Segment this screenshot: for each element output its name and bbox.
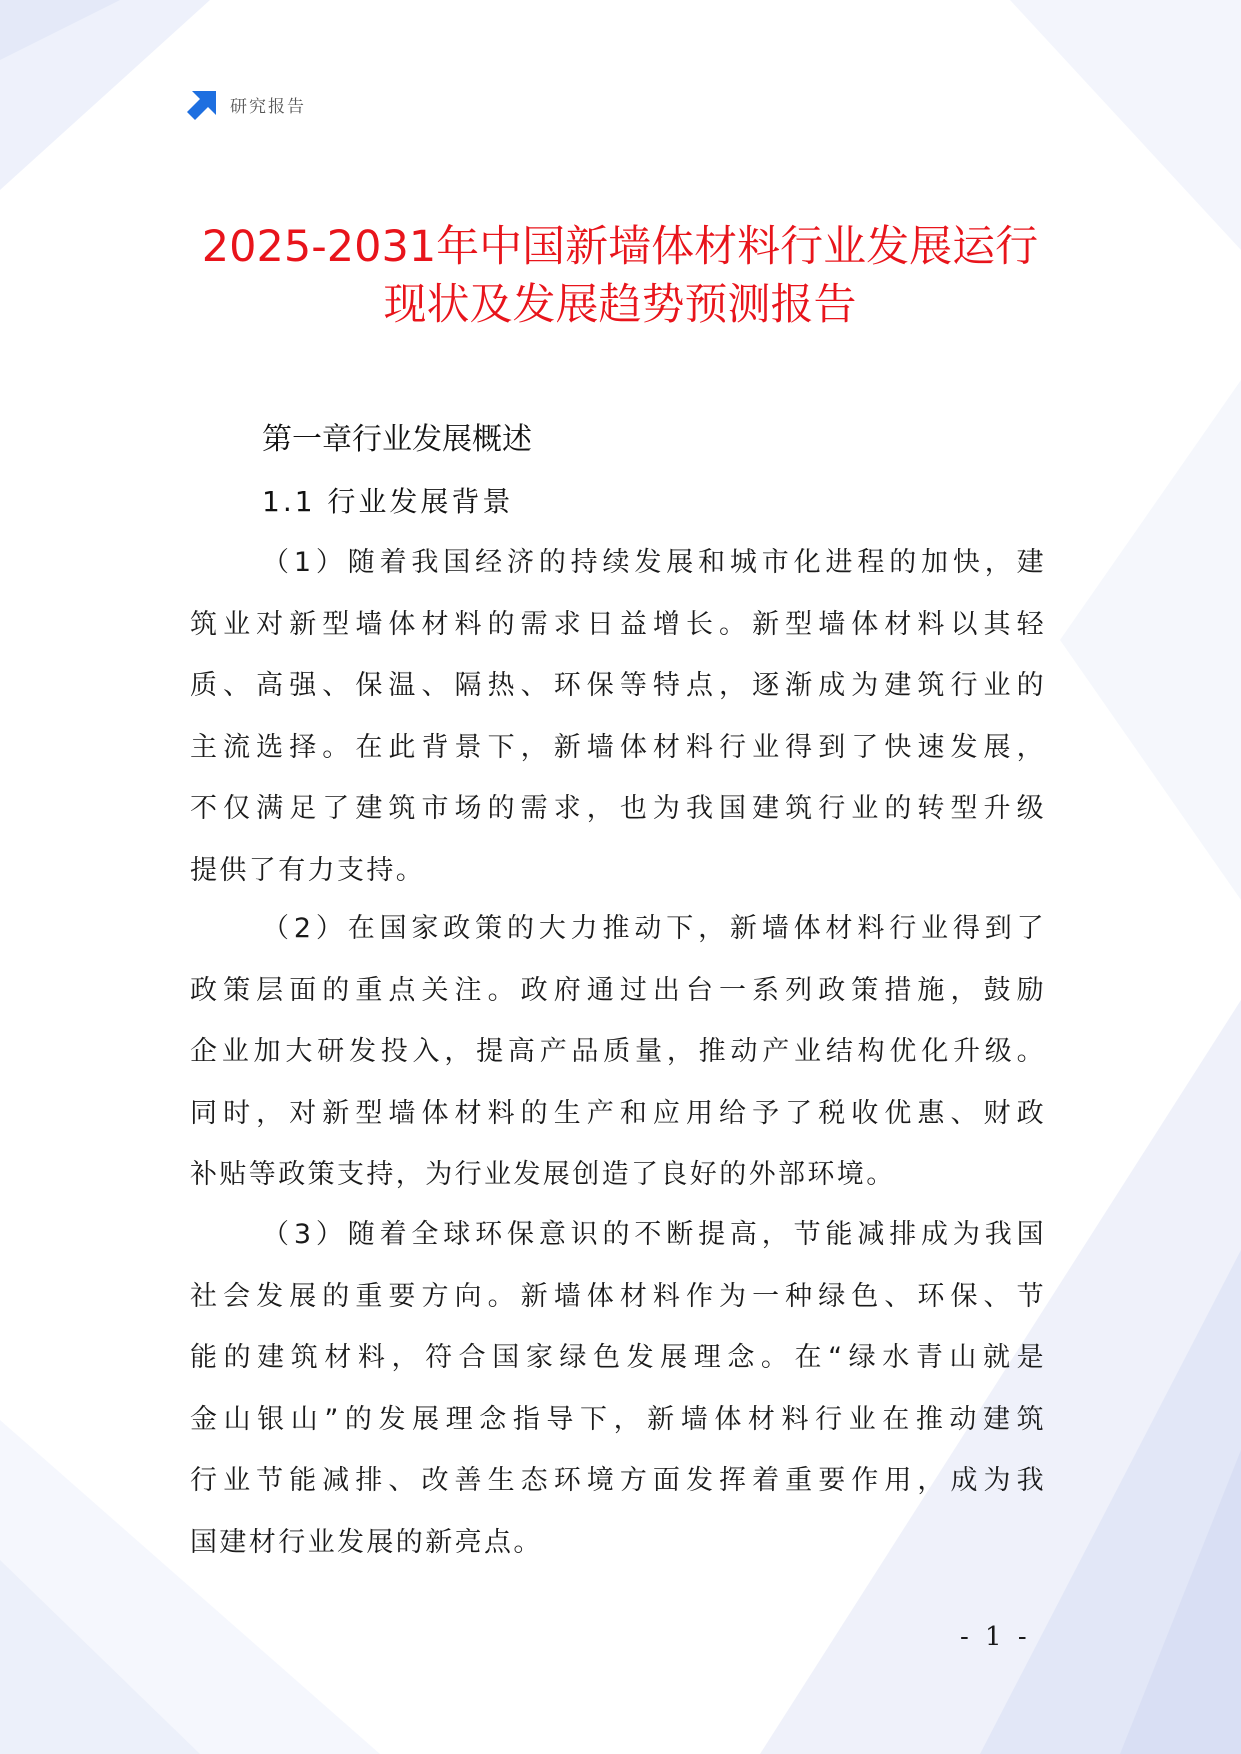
report-header <box>186 86 306 122</box>
paragraph-line: 国建材行业发展的新亮点。 <box>190 1526 543 1558</box>
paragraph-1 <box>190 532 1046 901</box>
arrow-up-right-icon <box>186 87 220 121</box>
section-heading: 1.1 行业发展背景 <box>262 485 514 518</box>
title-line-1: 2025-2031年中国新墙体材料行业发展运行 <box>201 222 1039 272</box>
paragraph-line: 同时，对新型墙体材料的生产和应用给予了税收优惠、财政 <box>190 1097 1046 1129</box>
paragraph-line: 提供了有力支持。 <box>190 854 426 886</box>
paragraph-line: 政策层面的重点关注。政府通过出台一系列政策措施，鼓励 <box>190 974 1046 1006</box>
title-line-2: 现状及发展趋势预测报告 <box>383 280 857 330</box>
paragraph-3 <box>190 1204 1046 1573</box>
paragraph-line: （1）随着我国经济的持续发展和城市化进程的加快，建 <box>262 547 1046 578</box>
paragraph-line: 行业节能减排、改善生态环境方面发挥着重要作用，成为我 <box>190 1465 1046 1496</box>
paragraph-line: （2）在国家政策的大力推动下，新墙体材料行业得到了 <box>262 913 1046 944</box>
page-number: - 1 - <box>960 1622 1031 1652</box>
paragraph-2 <box>190 898 1046 1206</box>
paragraph-line: 不仅满足了建筑市场的需求，也为我国建筑行业的转型升级 <box>190 793 1046 824</box>
paragraph-line: （3）随着全球环保意识的不断提高，节能减排成为我国 <box>262 1219 1046 1250</box>
header-label: 研究报告 <box>230 96 306 117</box>
paragraph-line: 筑业对新型墙体材料的需求日益增长。新型墙体材料以其轻 <box>190 608 1046 640</box>
paragraph-line: 企业加大研发投入，提高产品质量，推动产业结构优化升级。 <box>190 1036 1046 1067</box>
document-title <box>150 218 1090 334</box>
paragraph-line: 补贴等政策支持，为行业发展创造了良好的外部环境。 <box>190 1159 896 1190</box>
paragraph-line: 质、高强、保温、隔热、环保等特点，逐渐成为建筑行业的 <box>190 670 1046 701</box>
paragraph-line: 能的建筑材料，符合国家绿色发展理念。在“绿水青山就是 <box>190 1342 1046 1373</box>
paragraph-line: 社会发展的重要方向。新墙体材料作为一种绿色、环保、节 <box>190 1280 1046 1312</box>
paragraph-line: 金山银山”的发展理念指导下，新墙体材料行业在推动建筑 <box>190 1403 1046 1435</box>
paragraph-line: 主流选择。在此背景下，新墙体材料行业得到了快速发展， <box>190 731 1046 763</box>
chapter-heading: 第一章行业发展概述 <box>262 422 532 457</box>
